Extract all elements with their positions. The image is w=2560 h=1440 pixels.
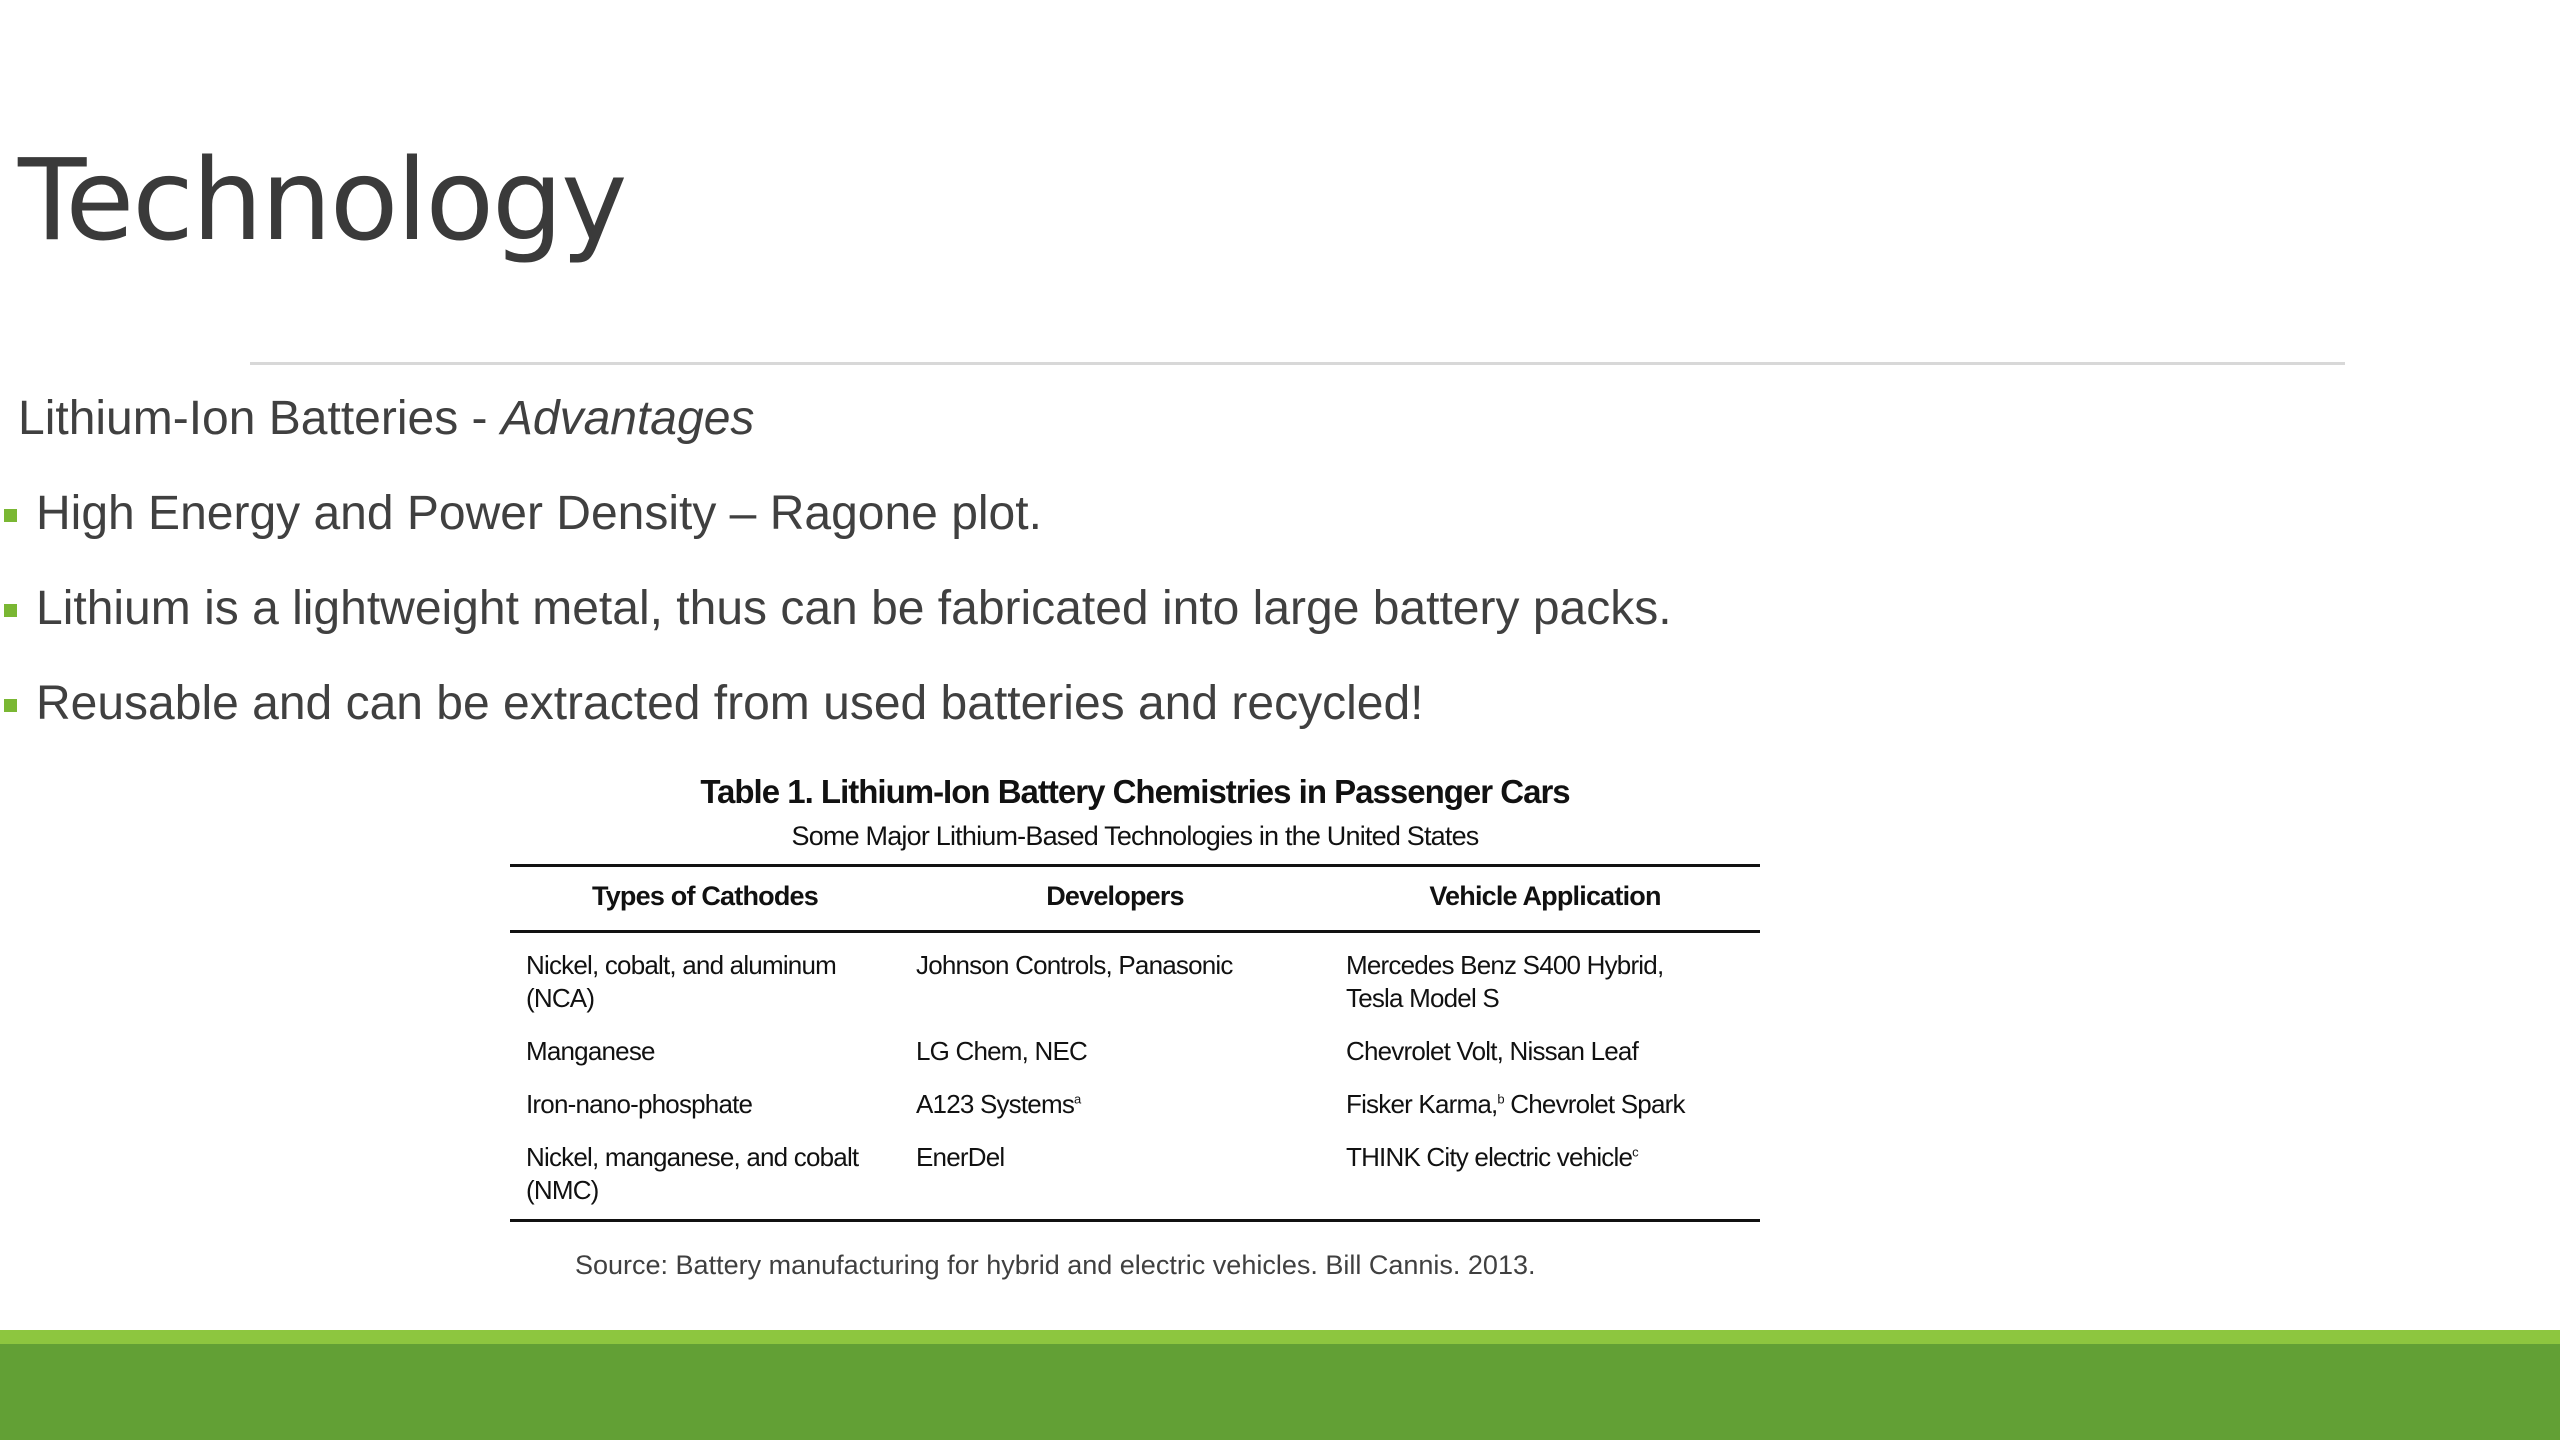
table-row [510,1129,1760,1221]
cathode-text: Iron-nano-phosphate [526,1089,753,1120]
chemistry-table [510,864,1760,1222]
cell-developers [900,1076,1330,1129]
cell-cathode [510,931,900,1023]
cell-cathode [510,1129,900,1221]
table-subtitle: Some Major Lithium-Based Technologies in the United States [791,820,1479,851]
developers-text: EnerDel [916,1142,1005,1173]
table-row [510,1023,1760,1076]
vehicle-text-line2: Tesla Model S [1346,983,1499,1013]
cell-vehicle [1330,1076,1760,1129]
cell-vehicle [1330,1023,1760,1076]
footnote-marker: b [1497,1091,1504,1107]
cell-developers [900,931,1330,1023]
cathode-text: Nickel, cobalt, and aluminum [526,949,836,980]
cell-cathode [510,1076,900,1129]
developers-text: LG Chem, NEC [916,1036,1088,1067]
footnote-marker: a [1074,1091,1081,1107]
bullet-square-icon [4,699,17,712]
slide-title: Technology [18,136,626,266]
section-subheading [18,393,754,446]
vehicle-text: Chevrolet Volt, Nissan Leaf [1346,1036,1639,1067]
cell-vehicle [1330,931,1760,1023]
subheading-main: Lithium-Ion Batteries - [18,392,501,445]
table-source-citation: Source: Battery manufacturing for hybrid and electric vehicles. Bill Cannis. 2013. [575,1250,1536,1280]
cathode-text: Nickel, manganese, and cobalt [526,1142,859,1173]
table-row [510,1076,1760,1129]
table-header-row [510,865,1760,931]
bullet-text: Reusable and can be extracted from used batteries and recycled! [36,677,1424,730]
bullet-square-icon [4,509,17,522]
subheading-emphasis: Advantages [500,392,755,445]
vehicle-text-continued: Chevrolet Spark [1503,1089,1685,1120]
vehicle-text: Mercedes Benz S400 Hybrid, [1346,949,1664,980]
bullet-square-icon [4,604,17,617]
bullet-text: Lithium is a lightweight metal, thus can be fabricated into large battery packs. [36,582,1672,635]
vehicle-text: THINK City electric vehicle [1346,1142,1633,1173]
footnote-marker: c [1632,1144,1638,1160]
bullet-text: High Energy and Power Density – Ragone plot. [36,487,1042,540]
table-row [510,931,1760,1023]
header-vehicle-application: Vehicle Application [1330,865,1760,931]
battery-chemistry-table-figure [510,772,1760,1222]
table-title: Table 1. Lithium-Ion Battery Chemistries in Passenger Cars [700,773,1570,810]
footer-band [0,1344,2560,1440]
cell-developers [900,1129,1330,1221]
cathode-text: Manganese [526,1036,655,1067]
cell-vehicle [1330,1129,1760,1221]
cell-cathode [510,1023,900,1076]
cathode-text-line2: (NMC) [526,1175,599,1206]
developers-text: A123 Systems [916,1089,1075,1120]
header-cathodes: Types of Cathodes [510,865,900,931]
cathode-text-line2: (NCA) [526,983,595,1013]
cell-developers [900,1023,1330,1076]
vehicle-text: Fisker Karma, [1346,1089,1498,1120]
title-divider [250,362,2345,365]
developers-text: Johnson Controls, Panasonic [916,949,1233,980]
header-developers: Developers [900,865,1330,931]
footer-accent-stripe [0,1330,2560,1344]
